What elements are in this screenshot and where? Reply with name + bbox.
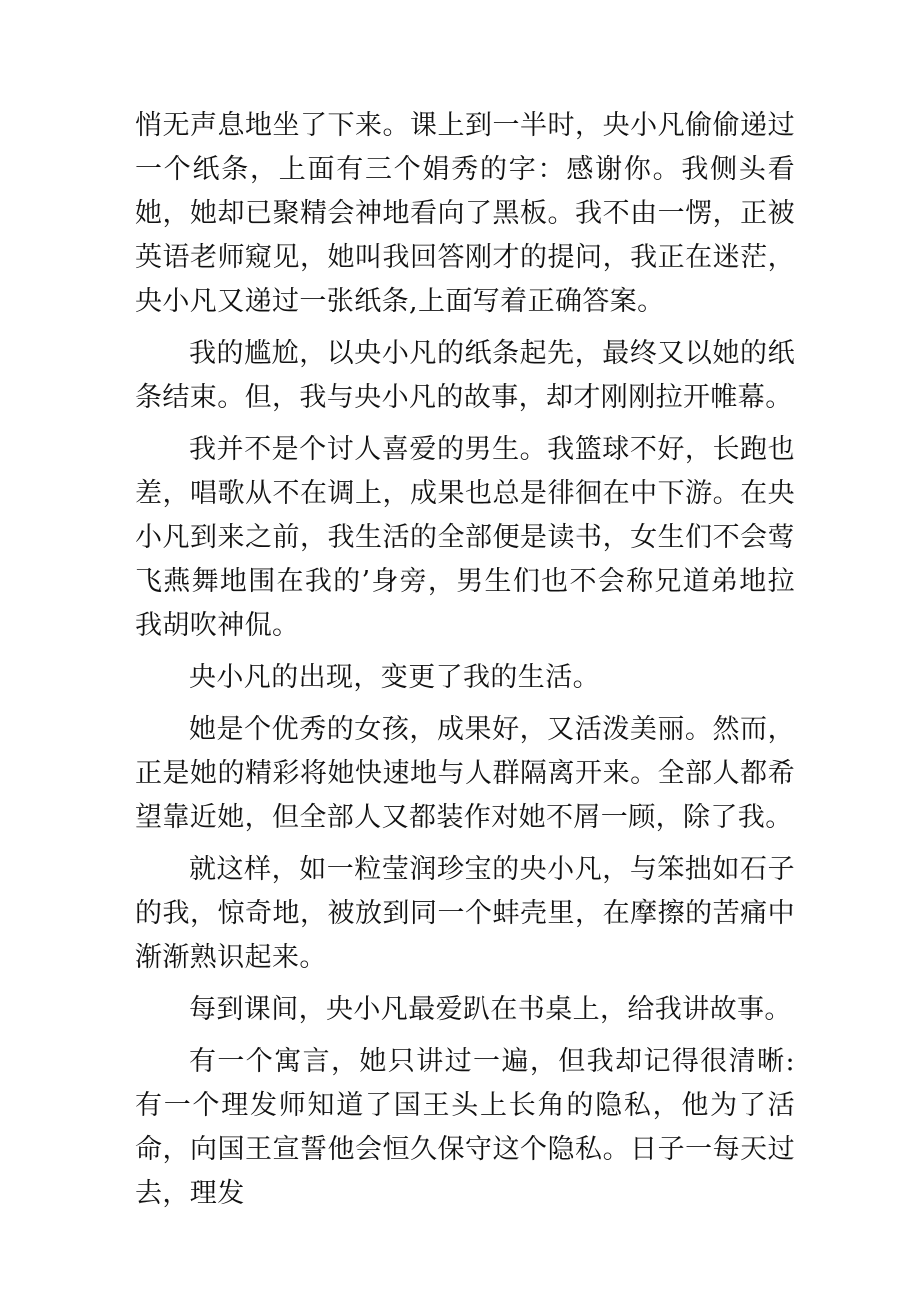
paragraph: 有一个寓言，她只讲过一遍，但我却记得很清晰:有一个理发师知道了国王头上长角的隐私，他为了活命，向国王宣誓他会恒久保守这个隐私。日子一每天过去，理发 bbox=[135, 1046, 795, 1209]
paragraph: 我并不是个讨人喜爱的男生。我篮球不好，长跑也差，唱歌从不在调上，成果也总是徘徊在中下游。在央小凡到来之前，我生活的全部便是读书，女生们不会莺飞燕舞地围在我的’身旁，男生们也不会称兄道弟地拉我胡吹神侃。 bbox=[135, 434, 795, 641]
paragraph: 每到课间，央小凡最爱趴在书桌上，给我讲故事。 bbox=[189, 994, 792, 1025]
document-body bbox=[135, 104, 795, 1224]
paragraph: 央小凡的出现，变更了我的生活。 bbox=[189, 662, 600, 693]
paragraph: 她是个优秀的女孩，成果好，又活泼美丽。然而，正是她的精彩将她快速地与人群隔离开来。全部人都希望靠近她，但全部人又都装作对她不屑一顾，除了我。 bbox=[135, 714, 795, 833]
paragraph: 悄无声息地坐了下来。课上到一半时，央小凡偷偷递过一个纸条，上面有三个娟秀的字：感谢你。我侧头看她，她却已聚精会神地看向了黑板。我不由一愣，正被英语老师窥见，她叫我回答刚才的提问，我正在迷茫，央小凡又递过一张纸条,上面写着正确答案。 bbox=[135, 110, 795, 317]
paragraph: 就这样，如一粒莹润珍宝的央小凡，与笨拙如石子的我，惊奇地，被放到同一个蚌壳里，在摩擦的苦痛中渐渐熟识起来。 bbox=[135, 854, 795, 973]
paragraph: 我的尴尬，以央小凡的纸条起先，最终又以她的纸条结束。但，我与央小凡的故事，却才刚刚拉开帷幕。 bbox=[135, 338, 795, 413]
